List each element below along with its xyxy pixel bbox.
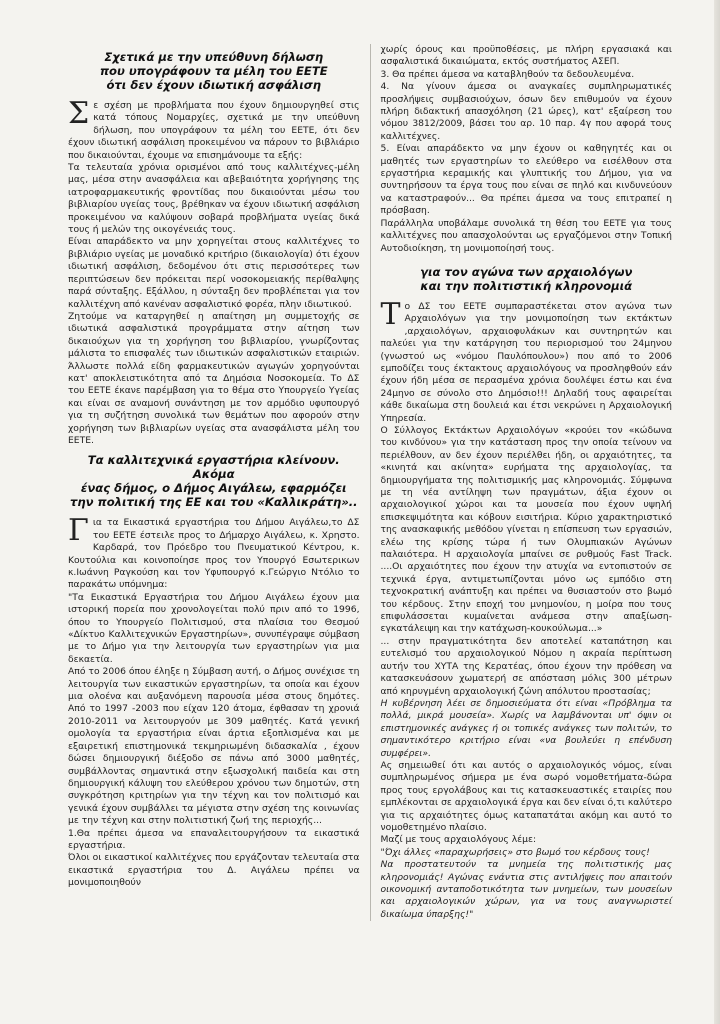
title-line: για τον αγώνα των αρχαιολόγων — [420, 264, 633, 279]
section-title-archaeologists — [381, 265, 673, 293]
section-body-archaeologists — [380, 296, 673, 921]
paragraph: Παράλληλα υποβάλαμε συνολικά τη θέση του ΕΕΤΕ για τους καλλιτέχνες που απασχολούνται ως εργαζόμενοι στην Τοπική Αυτοδιοίκηση, τη μονιμοποίησή τους. — [380, 217, 672, 254]
paragraph: "Όχι άλλες «παραχωρήσεις» στο βωμό του κέρδους τους! — [380, 846, 650, 858]
paragraph: ... στην πραγματικότητα δεν αποτελεί καταπάτηση και ευτελισμό του αρχαιολογικού Νόμου η ακραία περίπτωση αυτήν του ΧΥΤΑ της Κερατέας, όπου έχουν την πρόθεση να κατασκευάσουν χωματερή σε απόσταση μόλις 300 μέτρων από κηρυγμένη αρχαιολογική ζώνη απόλυτου προστασίας; — [380, 635, 672, 697]
title-line: Σχετικά με την υπεύθυνη δήλωση — [104, 50, 324, 64]
paragraph: Μαζί με τους αρχαιολόγους λέμε: — [380, 834, 537, 846]
paragraph: "Τα Εικαστικά Εργαστήρια του Δήμου Αιγάλεω έχουν μια ιστορική πορεία που χρονολογείται πολύ πριν από το 1996, όπου το Υπουργείο Πολιτισμού, στα πλαίσια του Θεσμού «Δίκτυο Καλλιτεχνικών Εργαστηρίων», συνυπέγραψε σύμβαση με το Δήμο για την λειτουργία των εργαστηρίων για μια δεκαετία. — [68, 591, 360, 665]
paragraph: Η κυβέρνηση λέει σε δημοσιεύματα ότι είναι «Πρόβλημα τα πολλά, μικρά μουσεία». Χωρίς να λαμβάνονται υπ' όψιν οι επιστημονικές ανάγκες ή οι τοπικές ανάγκες των πολιτών, το σημαντικότερο κριτήριο είναι «να βουλεύει η επένδυση συμφέρει». — [380, 697, 672, 759]
title-line: ένας δήμος, ο Δήμος Αιγάλεω, εφαρμόζει — [80, 481, 347, 496]
paragraph: Από το 2006 όπου έληξε η Σύμβαση αυτή, ο Δήμος συνέχισε τη λειτουργία των εικαστικών εργαστηρίων, τα οποία και έχουν μια ολοένα και αυξανόμενη παρουσία μέσα στους δημότες. Από το 1997 -2003 που είχαν 120 άτομα, έφθασαν τη χρονιά 2010-2011 να λειτουργούν με 309 μαθητές. Κατά γενική ομολογία τα εργαστήρια είναι άρτια εξοπλισμένα και με εξαιρετική επιστημονικά τεκμηριωμένη διδασκαλία , έχουν δώσει δημιουργική διέξοδο σε πάνω από 3000 μαθητές, συμβάλλοντας σημαντικά στην εξωσχολική παιδεία και στη δημιουργική κάλυψη του ελεύθερου χρόνου των δημοτών, στη συγκρότηση κριτηρίων για την τέχνη και τον πολιτισμό και γενικά έχουν συμβάλλει τα μέγιστα στην σχέση της κοινωνίας με την τέχνη και στην πολιτιστική ζωή της περιοχής... — [68, 666, 360, 827]
drop-cap: Γ — [68, 513, 89, 549]
paragraph: Ο Σύλλογος Εκτάκτων Αρχαιολόγων «κρούει τον «κώδωνα του κινδύνου» για την κατάσταση προς την οποία τείνουν να περιέλθουν, αν δεν έχουν περιέλθει ήδη, οι αρχαιότητες, τα «κινητά και ακίνητα» ευρήματα της αρχαιολογίας, τα δημιουργήματα της πολιτισμικής μας κληρονομιάς. Σύμφωνα με τη νέα αντίληψη των πραγμάτων, άξια έχουν οι αρχαιολογικοί χώροι και τα μουσεία που έχουν υψηλή επισκεψιμότητα και κόβουν εισιτήρια. Κύριο χαρακτηριστικό της ανασκαφικής μεθόδου γίνεται η επίσπευση των εργασιών, ελέω της κρίσης τώρα ή των Ολυμπιακών Αγώνων παλαιότερα. Η αρχαιολογία μπαίνει σε ρυθμούς Fast Track. ....Οι αρχαιότητες που έχουν την ατυχία να εντοπιστούν σε τεχνικά έργα, αντιμετωπίζονται μόνο ως εμπόδιο στη τεχνοκρατική ανάπτυξη και πρέπει να θυσιαστούν στο βωμό του κέρδους. Στην εποχή του μνημονίου, η μοίρα που τους επιφυλάσσεται κυμαίνεται ανάμεσα στην απαξίωση-εγκατάλειψη και την κατάχωση-κουκούλωμα...» — [380, 424, 672, 635]
left-column — [68, 44, 371, 921]
title-line: την πολιτική της ΕΕ και του «Καλλικράτη».. — [69, 495, 358, 510]
scan-edge — [714, 0, 720, 1024]
paragraph: 5. Είναι απαράδεκτο να μην έχουν οι καθηγητές και οι μαθητές των εργαστηρίων το ελεύθερο να εισέλθουν στα εργαστήρια κεραμικής και γλυπτικής του Δήμου, για να συντηρήσουν τα έργα τους που είναι σε πηλό και κινδυνεύουν να καταστραφούν... Θα πρέπει άμεσα να τους επιτραπεί η πρόσβαση. — [380, 143, 672, 217]
paragraph: Να προστατευτούν τα μνημεία της πολιτιστικής μας κληρονομιάς! Αγώνας ενάντια στις αντιλήψεις που απαιτούν οικονομική ανταποδοτικότητα των μνημείων, των μουσείων και αρχαιολογικών χώρων, για να τους αναγνωριστεί δικαίωμα ύπαρξης!" — [380, 859, 672, 920]
paragraph: 1.Θα πρέπει άμεσα να επαναλειτουργήσουν τα εικαστικά εργαστήρια. — [68, 827, 360, 851]
title-line: που υπογράφουν τα μέλη του ΕΕΤΕ — [99, 64, 328, 78]
paragraph: ο ΔΣ του ΕΕΤΕ συμπαραστέκεται στον αγώνα των Αρχαιολόγων για την μονιμοποίηση των εκτάκτων ,αρχαιολόγων, αρχαιοφυλάκων και συντηρητών και παλεύει για την κατάργηση του περιορισμού του 24μηνου (γνωστού ως «νόμου Παυλόπουλου») που από το 2006 εμποδίζει τους έκτακτους αρχαιολόγους να προσληφθούν εάν έχουν ήδη μέσα σε περασμένα χρόνια δουλέψει έστω και ένα 24μηνο σε σύνολο στο Δημόσιο!!! Δηλαδή τους αφαιρείται κάθε δικαίωμα στη δουλειά και έτσι νεκρώνει η Αρχαιολογική Υπηρεσία. — [380, 300, 672, 424]
paragraph: Είναι απαράδεκτο να μην χορηγείται στους καλλιτέχνες το βιβλιάριο υγείας με μοναδικό κριτήριο (δικαιολογία) ότι έχουν ιδιωτική ασφάλιση, δεδομένου ότι στις περισσότερες των περιπτώσεων δεν πρόκειται περί νοσοκομειακής περίθαλψης παρά σύνταξης. Εξάλλου, η σύνταξη δεν προβλέπεται για τον καλλιτέχνη από κανέναν ασφαλιστικό φορέα, πλην ιδιωτικού. — [68, 236, 360, 310]
paragraph: 3. Θα πρέπει άμεσα να καταβληθούν τα δεδουλευμένα. — [380, 68, 635, 80]
right-column — [371, 44, 673, 921]
section-title-insurance — [68, 50, 360, 92]
paragraph: Ζητούμε να καταργηθεί η απαίτηση μη συμμετοχής σε ιδιωτικά ασφαλιστικά προγράμματα στην αίτηση των δικαιούχων για τη χορήγηση του βιβλιαρίου, γνωρίζοντας μάλιστα το επισφαλές των ιδιωτικών ασφαλιστικών εταιριών. Άλλωστε πολλά είδη φαρμακευτικών αγωγών χορηγούνται κατ' αποκλειστικότητα από τα Δημόσια Νοσοκομεία. Το ΔΣ του ΕΕΤΕ έκανε παρέμβαση για το θέμα στο Υπουργείο Υγείας και είναι σε αναμονή συνάντηση με τον αρμόδιο υφυπουργό για τη συζήτηση συνολικά των θεμάτων που αφορούν στην χορήγηση των βιβλιαρίων υγείας στα ανασφάλιστα μέλη του ΕΕΤΕ. — [68, 310, 360, 446]
paragraph: χωρίς όρους και προϋποθέσεις, με πλήρη εργασιακά και ασφαλιστικά δικαιώματα, εκτός συστήματος ΑΣΕΠ. — [380, 44, 672, 68]
section-body-insurance — [68, 96, 360, 447]
paragraph: 4. Να γίνουν άμεσα οι αναγκαίες συμπληρωματικές προσλήψεις συμβασιούχων, όσων δεν επιθυμούν να έχουν πλήρη διδακτική απασχόληση (21 ώρες), κατ' εξαίρεση του νόμου 3812/2009, βάσει του αρ. 10 παρ. 4γ που αφορά τους καλλιτέχνες. — [380, 81, 672, 142]
two-column-layout — [68, 44, 672, 921]
paragraph: ε σχέση με προβλήματα που έχουν δημιουργηθεί στις κατά τόπους Νομαρχίες, σχετικά με την υπεύθυνη δήλωση, που υπογράφουν τα μέλη του ΕΕΤΕ, ότι δεν έχουν ιδιωτική ασφάλιση προκειμένου να πάρουν το βιβλιάριο που δικαιούνται, έχουμε να επισημάνουμε τα εξής: — [68, 100, 360, 161]
section-body-workshops — [68, 513, 360, 889]
drop-cap: Τ — [380, 296, 401, 332]
drop-cap: Σ — [68, 96, 90, 131]
title-line: ότι δεν έχουν ιδιωτική ασφάλιση — [106, 78, 322, 92]
section-title-workshops — [68, 453, 360, 509]
workshops-continued — [381, 44, 673, 255]
title-line: και την πολιτιστική κληρονομιά — [420, 278, 633, 293]
paragraph: ια τα Εικαστικά εργαστήρια του Δήμου Αιγάλεω,το ΔΣ του ΕΕΤΕ έστειλε προς το Δήμαρχο Αιγάλεω, κ. Χρηστο. Καρδαρά, τον Πρόεδρο του Πνευματικού Κέντρου, κ. Κουτούλια και κοινοποίησε προς τον Υπουργό Εσωτερικων κ.Ιωάννη Ραγκούση και τον Υφυπουργό κ.Γεώργιο Ντόλιο το παρακάτω υπόμνημα: — [68, 517, 360, 591]
paragraph: Όλοι οι εικαστικοί καλλιτέχνες που εργάζονταν τελευταία στα εικαστικά εργαστήρια του Δ. Αιγάλεω πρέπει να μονιμοποιηθούν — [68, 852, 360, 889]
title-line: Τα καλλιτεχνικά εργαστήρια κλείνουν. Ακόμα — [87, 453, 340, 482]
paragraph: Ας σημειωθεί ότι και αυτός ο αρχαιολογικός νόμος, είναι συμπληρωμένος σήμερα με ένα σωρό νομοθετήματα-δώρα προς τους εργολάβους και τις κατασκευαστικές εταιρίες που εμπλέκονται σε αρχαιολογικά έργα και δεν είναι ό,τι καλύτερο για τις αρχαιότητες όμως καταπατάται ακόμη και αυτό το νομοθετημένο πλαίσιο. — [380, 759, 672, 833]
paragraph: Τα τελευταία χρόνια ορισμένοι από τους καλλιτέχνες-μέλη μας, μέσα στην ανασφάλεια και αβεβαιότητα χορήγησης της ιατροφαρμακευτικής φροντίδας που δικαιούνται μέσω του βιβλιαρίου υγείας τους, βρέθηκαν να έχουν ιδιωτική ασφάλιση προκειμένου να καλύψουν σοβαρά προβλήματα υγείας δικά τους ή μελών της οικογένειάς τους. — [68, 162, 360, 236]
